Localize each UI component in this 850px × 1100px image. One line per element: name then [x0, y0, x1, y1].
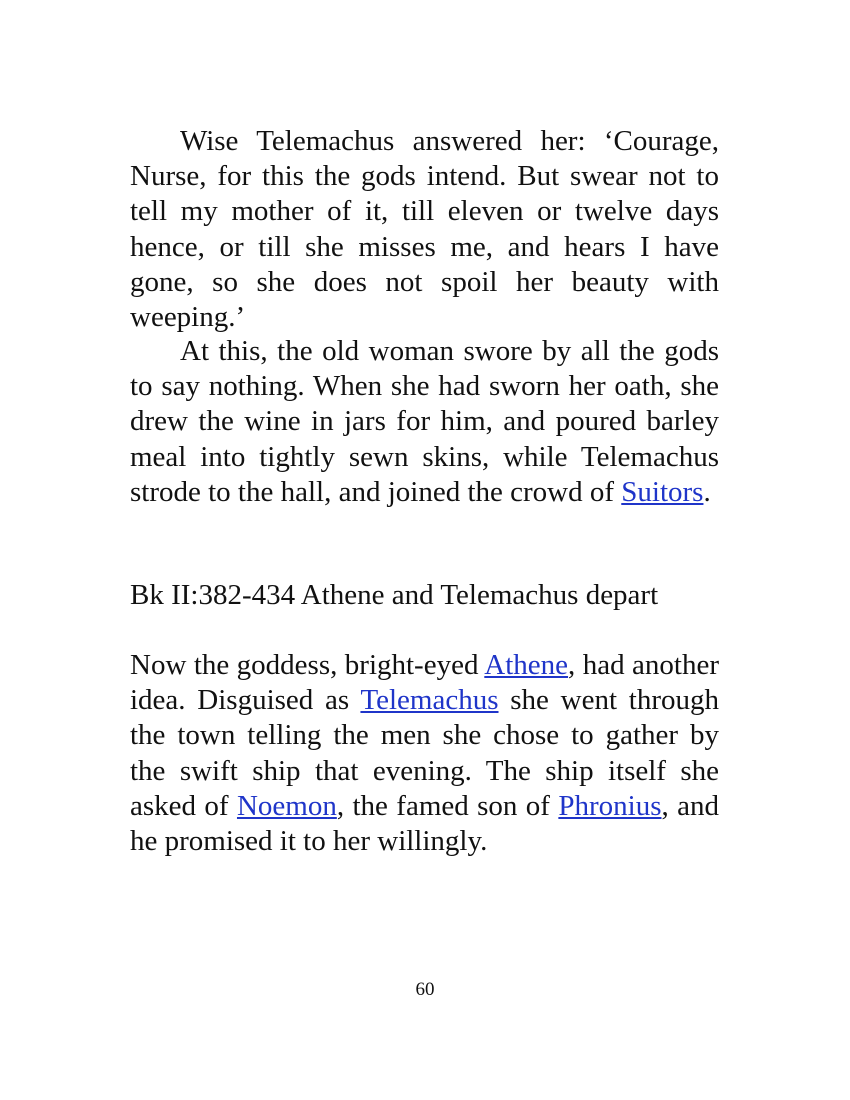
text-segment: Now the goddess, bright-eyed — [130, 649, 485, 681]
link-athene[interactable]: Athene — [484, 649, 569, 681]
paragraph-text-after-link: . — [703, 475, 711, 508]
paragraph-text-before-link: At this, the old woman swore by all the gods to say nothing. When she had sworn her oath, she drew the wine in jars for him, and poured barley meal into tightly sewn skins, while Telemachus strode to the hall, and joined the crowd of — [130, 335, 719, 508]
text-segment: , and he promised it to her willingly. — [130, 789, 720, 858]
paragraph-text — [130, 334, 719, 510]
body-paragraph-1 — [130, 124, 719, 335]
link-telemachus[interactable]: Telemachus — [360, 684, 499, 717]
paragraph-text — [130, 648, 719, 859]
text-segment: she went through the town telling the men she chose to gather by the swift ship that evening. The ship itself she asked of — [130, 684, 720, 822]
body-paragraph-2 — [130, 334, 719, 510]
page-number: 60 — [415, 979, 435, 1000]
section-heading: Bk II:382-434 Athene and Telemachus depart — [130, 579, 659, 611]
link-phronius[interactable]: Phronius — [558, 789, 662, 822]
paragraph-text: Wise Telemachus answered her: ‘Courage, Nurse, for this the gods intend. But swear not to tell my mother of it, till eleven or twelve days hence, or till she misses me, and hears I have gone, so she does not spoil her beauty with weeping.’ — [130, 125, 719, 334]
section-paragraph — [130, 648, 719, 859]
text-segment: , had another idea. Disguised as — [130, 649, 719, 717]
link-suitors[interactable]: Suitors — [621, 475, 704, 508]
link-noemon[interactable]: Noemon — [236, 789, 337, 822]
text-segment: , the famed son of — [336, 789, 559, 822]
